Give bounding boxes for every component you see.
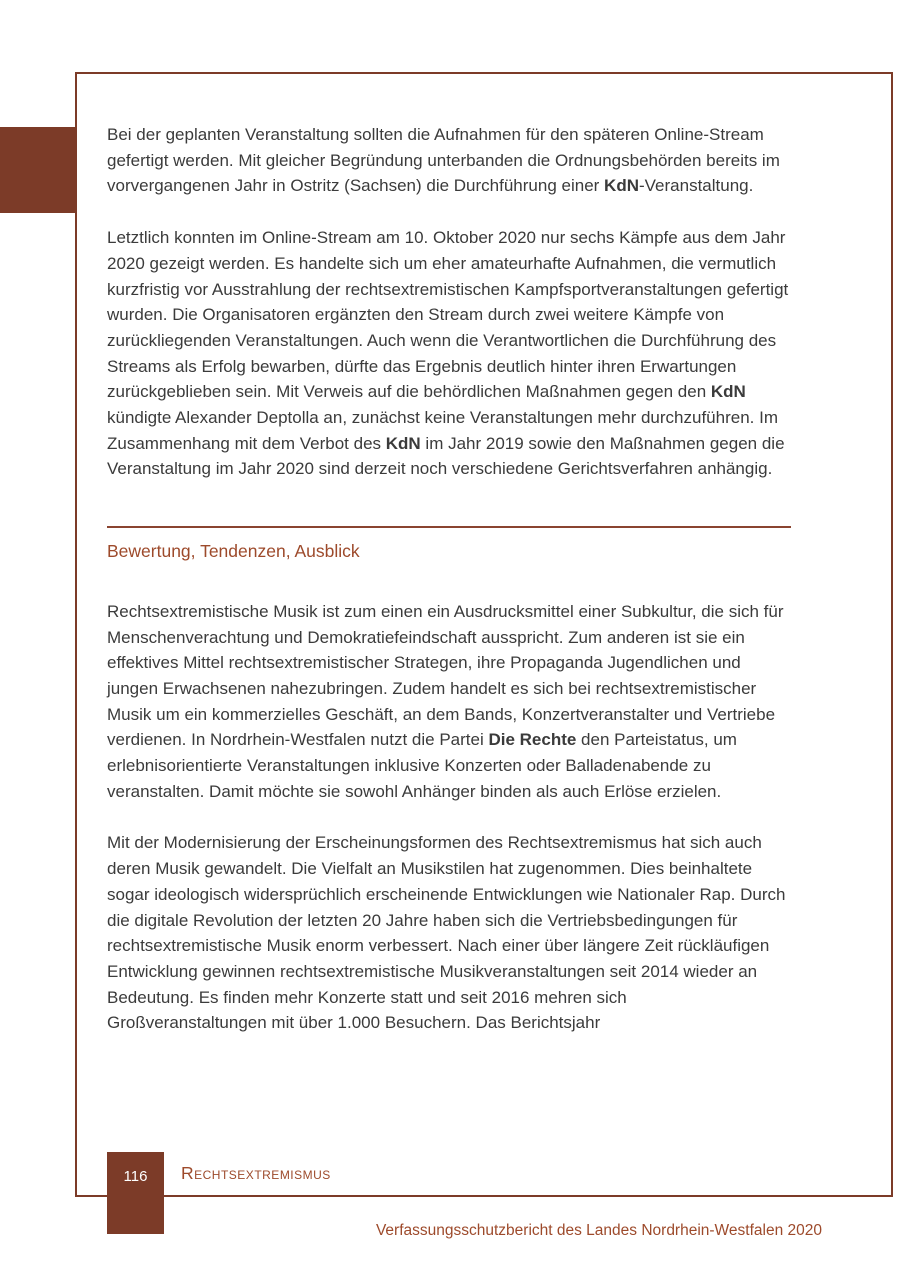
paragraph: Rechtsextremistische Musik ist zum einen ein Ausdrucksmittel einer Subkultur, die sich für Menschenverachtung und Demokratiefeindschaft ausspricht. Zum anderen ist sie ein effektives Mittel rechtsextremistischer Strategen, ihre Propaganda Jugendlichen und jungen Erwachsenen nahezubringen. Zudem handelt es sich bei rechtsextremistischer Musik um ein kommerzielles Geschäft, an dem Bands, Konzertveranstalter und Vertriebe verdienen. In Nordrhein-Westfalen nutzt die Partei Die Rechte den Parteistatus, um erlebnisorientierte Veranstaltungen inklusive Konzerten oder Balladenabende zu veranstalten. Damit möchte sie sowohl Anhänger binden als auch Erlöse erzielen. — [107, 601, 784, 801]
section-divider — [107, 526, 791, 528]
page-number: 116 — [123, 1168, 148, 1185]
page-content — [107, 122, 791, 1062]
section-heading: Bewertung, Tendenzen, Ausblick — [107, 541, 360, 562]
paragraph: Bei der geplanten Veranstaltung sollten die Aufnahmen für den späteren Online-Stream gefertigt werden. Mit gleicher Begründung unterbanden die Ordnungsbehörden bereits im vorvergangenen Jahr in Ostritz (Sachsen) die Durchführung einer KdN-Veranstaltung. — [107, 125, 780, 196]
paragraph: Letztlich konnten im Online-Stream am 10. Oktober 2020 nur sechs Kämpfe aus dem Jahr 2020 gezeigt werden. Es handelte sich um eher amateurhafte Aufnahmen, die vermutlich kurzfristig vor Ausstrahlung der rechtsextremistischen Kampfsportveranstaltungen gefertigt wurden. Die Organisatoren ergänzten den Stream durch zwei weitere Kämpfe von zurückliegenden Veranstaltungen. Auch wenn die Verantwortlichen die Durchführung des Streams als Erfolg bewarben, dürfte das Ergebnis deutlich hinter ihren Erwartungen zurückgeblieben sein. Mit Verweis auf die behördlichen Maßnahmen gegen den KdN kündigte Alexander Deptolla an, zunächst keine Veranstaltungen mehr durchzuführen. Im Zusammenhang mit dem Verbot des KdN im Jahr 2019 sowie den Maßnahmen gegen die Veranstaltung im Jahr 2020 sind derzeit noch verschiedene Gerichtsverfahren anhängig. — [107, 228, 789, 479]
report-title-footer: Verfassungsschutzbericht des Landes Nordrhein-Westfalen 2020 — [375, 1222, 822, 1239]
chapter-label: Rechtsextremismus — [181, 1163, 331, 1183]
page-number-box — [107, 1152, 164, 1234]
chapter-tab — [0, 127, 76, 213]
paragraph: Mit der Modernisierung der Erscheinungsformen des Rechtsextremismus hat sich auch deren Musik gewandelt. Die Vielfalt an Musikstilen hat zugenommen. Dies beinhaltete sogar ideologisch widersprüchlich erscheinende Entwicklungen wie Nationaler Rap. Durch die digitale Revolution der letzten 20 Jahre haben sich die Vertriebsbedingungen für rechtsextremistische Musik enorm verbessert. Nach einer über längere Zeit rückläufigen Entwicklung gewinnen rechtsextremistische Musikveranstaltungen seit 2014 wieder an Bedeutung. Es finden mehr Konzerte statt und seit 2016 mehren sich Großveranstaltungen mit über 1.000 Besuchern. Das Berichtsjahr — [107, 833, 786, 1033]
